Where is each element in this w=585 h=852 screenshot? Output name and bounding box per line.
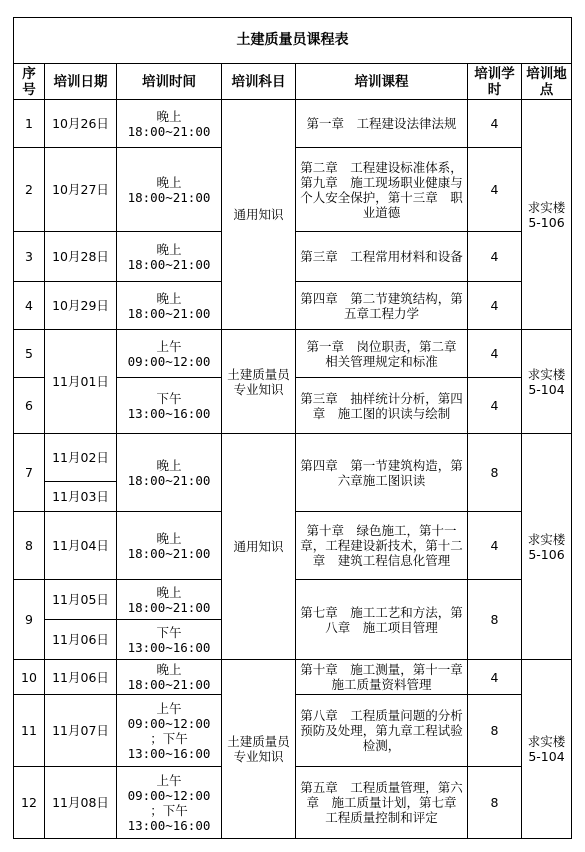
cell-time: [117, 620, 222, 660]
cell-course: 第五章 工程质量管理，第六章 施工质量计划，第七章 工程质量控制和评定: [296, 767, 468, 839]
cell-time: [117, 767, 222, 839]
cell-time: [117, 100, 222, 148]
time-range: 13:00~16:00: [127, 639, 211, 655]
cell-hours: 8: [468, 580, 522, 660]
cell-hours: 4: [468, 330, 522, 378]
cell-hours: 4: [468, 148, 522, 232]
cell-place: 求实楼5-104: [522, 660, 572, 839]
cell-hours: 4: [468, 512, 522, 580]
time-range: 18:00~21:00: [127, 189, 211, 205]
cell-course: 第七章 施工工艺和方法，第八章 施工项目管理: [296, 580, 468, 660]
cell-time: [117, 660, 222, 695]
cell-date: 11月04日: [45, 512, 117, 580]
time-label: 晚上: [156, 457, 182, 473]
cell-no: 3: [14, 232, 45, 282]
cell-course: 第八章 工程质量问题的分析预防及处理，第九章工程试验检测，: [296, 695, 468, 767]
cell-date: 10月26日: [45, 100, 117, 148]
header-hours: 培训学时: [468, 64, 522, 100]
time-range: 18:00~21:00: [127, 472, 211, 488]
time-range: 13:00~16:00: [127, 405, 211, 421]
time-range: 18:00~21:00: [127, 256, 211, 272]
time-range: 18:00~21:00: [127, 123, 211, 139]
time-range: 09:00~12:00: [127, 715, 211, 731]
time-label: 上午: [156, 700, 182, 716]
cell-date: 11月06日: [45, 620, 117, 660]
cell-date: 11月03日: [45, 482, 117, 512]
time-range: 18:00~21:00: [127, 599, 211, 615]
cell-date: 10月28日: [45, 232, 117, 282]
cell-date: 11月06日: [45, 660, 117, 695]
table-row: [14, 100, 572, 148]
table-row: [14, 434, 572, 482]
cell-course: 第十章 施工测量，第十一章 施工质量资料管理: [296, 660, 468, 695]
cell-course: 第一章 工程建设法律法规: [296, 100, 468, 148]
cell-no: 9: [14, 580, 45, 660]
cell-hours: 4: [468, 378, 522, 434]
time-range: 18:00~21:00: [127, 677, 211, 692]
cell-time: [117, 232, 222, 282]
cell-no: 1: [14, 100, 45, 148]
time-range: 13:00~16:00: [127, 817, 211, 833]
cell-date: 10月29日: [45, 282, 117, 330]
time-label: 晚上: [156, 662, 182, 677]
cell-time: [117, 330, 222, 378]
cell-hours: 8: [468, 767, 522, 839]
cell-hours: 4: [468, 282, 522, 330]
cell-course: 第一章 岗位职责，第二章 相关管理规定和标准: [296, 330, 468, 378]
cell-time: [117, 580, 222, 620]
cell-course: 第十章 绿色施工，第十一章，工程建设新技术，第十二章 建筑工程信息化管理: [296, 512, 468, 580]
cell-time: [117, 378, 222, 434]
header-no: 序号: [14, 64, 45, 100]
header-subject: 培训科目: [222, 64, 296, 100]
time-label: 下午: [156, 624, 182, 640]
table-row: [14, 660, 572, 695]
cell-subject: 通用知识: [222, 434, 296, 660]
time-range: 13:00~16:00: [127, 745, 211, 761]
time-label: 晚上: [156, 290, 182, 306]
time-label: 上午: [156, 772, 182, 788]
cell-course: 第四章 第二节建筑结构，第五章工程力学: [296, 282, 468, 330]
cell-date: 11月05日: [45, 580, 117, 620]
time-label: 上午: [156, 338, 182, 354]
time-range: 09:00~12:00: [127, 353, 211, 369]
cell-time: [117, 148, 222, 232]
time-label: 晚上: [156, 530, 182, 546]
cell-time: [117, 695, 222, 767]
cell-subject: 通用知识: [222, 100, 296, 330]
cell-time: [117, 282, 222, 330]
table-title: 土建质量员课程表: [14, 18, 572, 64]
header-course: 培训课程: [296, 64, 468, 100]
cell-no: 10: [14, 660, 45, 695]
cell-date: 11月01日: [45, 330, 117, 434]
cell-no: 11: [14, 695, 45, 767]
cell-course: 第四章 第一节建筑构造，第六章施工图识读: [296, 434, 468, 512]
table-row: [14, 330, 572, 378]
cell-date: 11月08日: [45, 767, 117, 839]
cell-course: 第三章 工程常用材料和设备: [296, 232, 468, 282]
cell-course: 第二章 工程建设标准体系，第九章 施工现场职业健康与个人安全保护，第十三章 职业道德: [296, 148, 468, 232]
time-label: 下午: [156, 390, 182, 406]
cell-no: 8: [14, 512, 45, 580]
cell-date: 11月07日: [45, 695, 117, 767]
cell-hours: 4: [468, 232, 522, 282]
cell-course: 第三章 抽样统计分析，第四章 施工图的识读与绘制: [296, 378, 468, 434]
cell-subject: 土建质量员专业知识: [222, 330, 296, 434]
cell-place: 求实楼5-104: [522, 330, 572, 434]
cell-no: 5: [14, 330, 45, 378]
cell-no: 12: [14, 767, 45, 839]
cell-no: 4: [14, 282, 45, 330]
cell-place: 求实楼5-106: [522, 100, 572, 330]
title-row: [14, 18, 572, 64]
time-range: 18:00~21:00: [127, 305, 211, 321]
time-label: ；下午: [150, 730, 188, 746]
cell-no: 7: [14, 434, 45, 512]
cell-hours: 4: [468, 660, 522, 695]
cell-place: 求实楼5-106: [522, 434, 572, 660]
time-range: 09:00~12:00: [127, 787, 211, 803]
header-place: 培训地点: [522, 64, 572, 100]
time-label: 晚上: [156, 241, 182, 257]
time-label: 晚上: [156, 174, 182, 190]
cell-date: 11月02日: [45, 434, 117, 482]
header-row: [14, 64, 572, 100]
cell-time: [117, 434, 222, 512]
header-date: 培训日期: [45, 64, 117, 100]
cell-hours: 4: [468, 100, 522, 148]
time-label: 晚上: [156, 584, 182, 600]
course-schedule-table: [13, 17, 572, 839]
cell-hours: 8: [468, 695, 522, 767]
cell-time: [117, 512, 222, 580]
cell-no: 2: [14, 148, 45, 232]
cell-no: 6: [14, 378, 45, 434]
cell-subject: 土建质量员专业知识: [222, 660, 296, 839]
time-label: ；下午: [150, 802, 188, 818]
cell-date: 10月27日: [45, 148, 117, 232]
time-label: 晚上: [156, 108, 182, 124]
cell-hours: 8: [468, 434, 522, 512]
time-range: 18:00~21:00: [127, 545, 211, 561]
header-time: 培训时间: [117, 64, 222, 100]
